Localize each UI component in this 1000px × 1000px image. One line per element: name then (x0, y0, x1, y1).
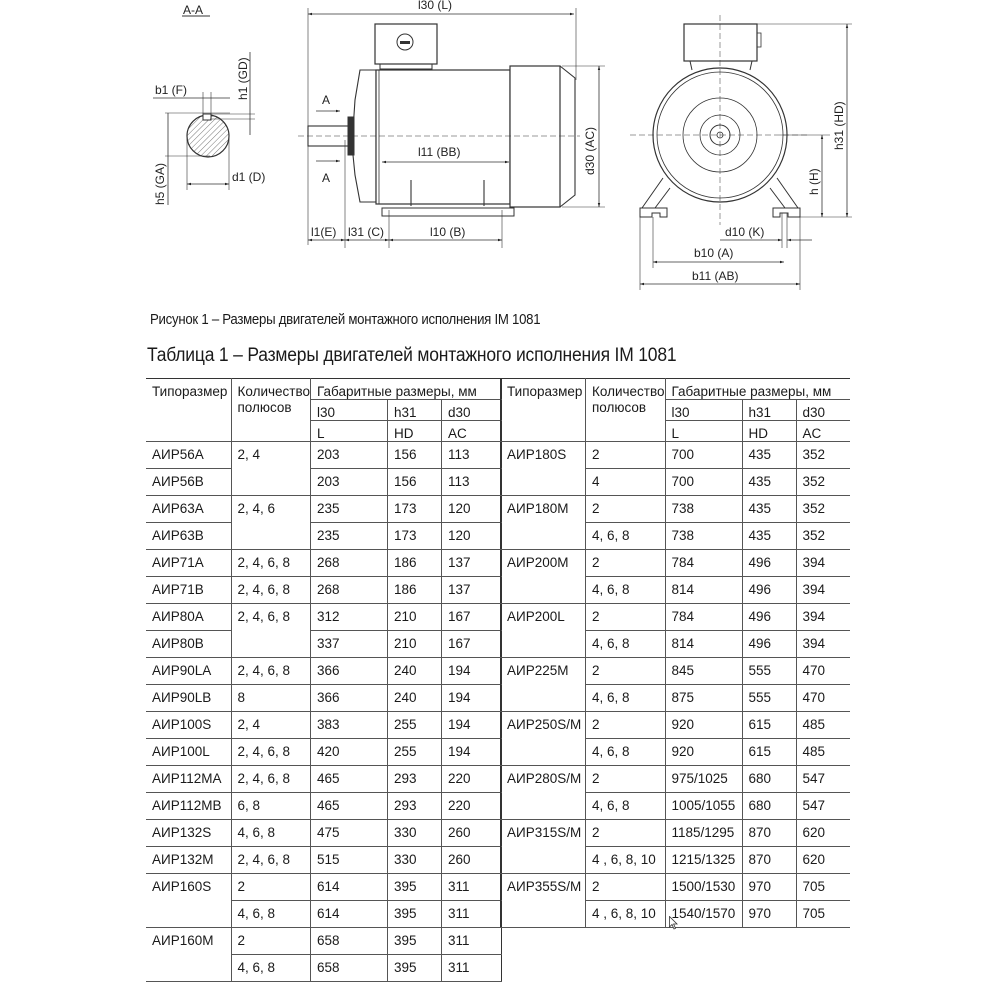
cell-L: 203 (311, 442, 388, 469)
header-h31: h31 (388, 400, 442, 421)
cell-L: 515 (311, 847, 388, 874)
cell-L: 845 (665, 658, 742, 685)
cell-AC: 113 (442, 442, 502, 469)
cell-poles: 2, 4, 6, 8 (231, 847, 311, 874)
cell-poles: 2 (586, 658, 666, 685)
cell-type: АИР200L (501, 604, 586, 658)
cell-L: 920 (665, 739, 742, 766)
cell-AC: 137 (442, 550, 502, 577)
front-view (630, 15, 852, 290)
cell-HD: 173 (388, 496, 442, 523)
cell-poles: 4, 6, 8 (586, 739, 666, 766)
cell-L: 1005/1055 (665, 793, 742, 820)
cell-L: 465 (311, 766, 388, 793)
cell-AC: 485 (796, 739, 850, 766)
cell-HD: 496 (742, 604, 796, 631)
cell-HD: 615 (742, 712, 796, 739)
cell-poles: 4, 6, 8 (231, 955, 311, 982)
cell-poles: 2, 4, 6, 8 (231, 604, 311, 658)
cell-poles: 4, 6, 8 (586, 577, 666, 604)
cell-HD: 395 (388, 874, 442, 901)
cell-HD: 680 (742, 793, 796, 820)
cell-type: АИР132S (146, 820, 231, 847)
cell-HD: 210 (388, 631, 442, 658)
cell-poles: 2 (586, 496, 666, 523)
svg-text:l11 (BB): l11 (BB) (418, 145, 461, 159)
table-row (501, 604, 851, 631)
table-row (146, 442, 502, 469)
cell-poles: 2, 4, 6, 8 (231, 658, 311, 685)
cell-type: АИР355S/M (501, 874, 586, 928)
cell-HD: 395 (388, 901, 442, 928)
svg-text:d1 (D): d1 (D) (232, 170, 266, 184)
cell-L: 1500/1530 (665, 874, 742, 901)
table-row (501, 712, 851, 739)
table-row (146, 712, 502, 739)
cell-AC: 352 (796, 496, 850, 523)
cell-HD: 293 (388, 766, 442, 793)
cell-HD: 395 (388, 955, 442, 982)
cell-AC: 485 (796, 712, 850, 739)
header-l30: l30 (665, 400, 742, 421)
cell-poles: 2 (231, 874, 311, 901)
header-AC: AC (442, 421, 502, 442)
cell-HD: 173 (388, 523, 442, 550)
table-row (146, 658, 502, 685)
cell-AC: 260 (442, 847, 502, 874)
cell-poles: 2, 4, 6, 8 (231, 550, 311, 577)
section-view-a-a (153, 3, 265, 205)
cell-AC: 137 (442, 577, 502, 604)
cell-type: АИР56А (146, 442, 231, 469)
table-row (146, 577, 502, 604)
svg-text:l30 (L): l30 (L) (418, 0, 453, 12)
cell-poles: 2, 4 (231, 442, 311, 496)
cell-type: АИР280S/M (501, 766, 586, 820)
cell-AC: 113 (442, 469, 502, 496)
table-row (501, 820, 851, 847)
cell-AC: 705 (796, 901, 850, 928)
header-AC: AC (796, 421, 850, 442)
cell-AC: 352 (796, 469, 850, 496)
cell-type: АИР250S/M (501, 712, 586, 766)
cell-poles: 4, 6, 8 (231, 901, 311, 928)
svg-text:l1(E): l1(E) (311, 225, 337, 239)
technical-drawing (0, 0, 1000, 300)
cell-AC: 470 (796, 685, 850, 712)
cell-HD: 435 (742, 523, 796, 550)
cell-AC: 220 (442, 793, 502, 820)
cell-type: АИР90LB (146, 685, 231, 712)
cell-L: 268 (311, 550, 388, 577)
cell-L: 268 (311, 577, 388, 604)
figure-caption: Рисунок 1 – Размеры двигателей монтажного исполнения IM 1081 (150, 311, 541, 328)
cell-type: АИР315S/M (501, 820, 586, 874)
cell-HD: 186 (388, 550, 442, 577)
side-view (298, 0, 605, 248)
table-row (501, 874, 851, 901)
cell-type: АИР56В (146, 469, 231, 496)
cell-L: 366 (311, 685, 388, 712)
header-d30: d30 (796, 400, 850, 421)
svg-text:A: A (322, 93, 331, 107)
cell-poles: 6, 8 (231, 793, 311, 820)
cell-L: 975/1025 (665, 766, 742, 793)
cell-HD: 435 (742, 469, 796, 496)
cell-type: АИР112МВ (146, 793, 231, 820)
cell-L: 465 (311, 793, 388, 820)
cell-L: 738 (665, 496, 742, 523)
cell-poles: 2 (586, 712, 666, 739)
cell-poles: 4 , 6, 8, 10 (586, 901, 666, 928)
cell-poles: 2, 4, 6, 8 (231, 766, 311, 793)
header-HD: HD (388, 421, 442, 442)
cell-HD: 156 (388, 469, 442, 496)
table-row (146, 685, 502, 712)
cell-L: 366 (311, 658, 388, 685)
cell-AC: 194 (442, 685, 502, 712)
cell-L: 700 (665, 469, 742, 496)
cell-AC: 220 (442, 766, 502, 793)
svg-text:l10 (B): l10 (B) (430, 225, 466, 239)
header-poles: Количество полюсов (231, 379, 311, 442)
table-row (146, 469, 502, 496)
table-row (146, 820, 502, 847)
table-row (501, 550, 851, 577)
cell-HD: 496 (742, 550, 796, 577)
cell-L: 814 (665, 631, 742, 658)
cell-L: 614 (311, 874, 388, 901)
header-dims: Габаритные размеры, мм (311, 379, 502, 400)
cell-type: АИР160S (146, 874, 231, 928)
cell-HD: 395 (388, 928, 442, 955)
cell-L: 337 (311, 631, 388, 658)
cell-L: 784 (665, 550, 742, 577)
cell-AC: 311 (442, 901, 502, 928)
svg-text:h5 (GA): h5 (GA) (153, 162, 167, 205)
cell-HD: 555 (742, 685, 796, 712)
cell-type: АИР80В (146, 631, 231, 658)
cell-poles: 2 (586, 604, 666, 631)
cell-type: АИР160М (146, 928, 231, 982)
cell-AC: 352 (796, 442, 850, 469)
mouse-cursor-icon (669, 916, 679, 930)
header-d30: d30 (442, 400, 502, 421)
cell-poles: 2 (586, 442, 666, 469)
header-dims: Габаритные размеры, мм (665, 379, 850, 400)
cell-type: АИР200М (501, 550, 586, 604)
cell-poles: 2 (586, 820, 666, 847)
cell-poles: 2 (586, 766, 666, 793)
cell-type: АИР132М (146, 847, 231, 874)
cell-poles: 2 (586, 874, 666, 901)
table-row (501, 658, 851, 685)
header-type: Типоразмер (146, 379, 231, 442)
cell-L: 1185/1295 (665, 820, 742, 847)
svg-text:l31 (C): l31 (C) (348, 225, 385, 239)
cell-poles: 2, 4 (231, 712, 311, 739)
cell-L: 700 (665, 442, 742, 469)
cell-AC: 120 (442, 496, 502, 523)
cell-AC: 394 (796, 550, 850, 577)
table-row (146, 631, 502, 658)
svg-text:d10 (K): d10 (K) (725, 225, 765, 239)
cell-AC: 194 (442, 658, 502, 685)
cell-poles: 2 (586, 550, 666, 577)
table-row (501, 442, 851, 469)
table-row (146, 739, 502, 766)
svg-text:d30 (AC): d30 (AC) (583, 126, 597, 175)
cell-L: 475 (311, 820, 388, 847)
cell-AC: 120 (442, 523, 502, 550)
cell-type: АИР100L (146, 739, 231, 766)
cell-L: 203 (311, 469, 388, 496)
svg-text:h1 (GD): h1 (GD) (236, 57, 250, 100)
cell-L: 614 (311, 901, 388, 928)
dimensions-table-left (146, 378, 502, 982)
cell-poles: 2, 4, 6, 8 (231, 577, 311, 604)
cell-HD: 496 (742, 631, 796, 658)
cell-AC: 470 (796, 658, 850, 685)
section-label: A-A (183, 3, 204, 17)
cell-HD: 435 (742, 442, 796, 469)
cell-type: АИР63А (146, 496, 231, 523)
cell-poles: 2, 4, 6, 8 (231, 739, 311, 766)
cell-L: 420 (311, 739, 388, 766)
cell-HD: 496 (742, 577, 796, 604)
cell-L: 383 (311, 712, 388, 739)
cell-poles: 8 (231, 685, 311, 712)
header-l30: l30 (311, 400, 388, 421)
svg-text:b1 (F): b1 (F) (155, 83, 188, 97)
cell-HD: 970 (742, 874, 796, 901)
cell-type: АИР180S (501, 442, 586, 496)
cell-AC: 620 (796, 847, 850, 874)
cell-L: 658 (311, 928, 388, 955)
cell-poles: 4 (586, 469, 666, 496)
cell-type: АИР100S (146, 712, 231, 739)
cell-HD: 970 (742, 901, 796, 928)
cell-AC: 352 (796, 523, 850, 550)
svg-text:h (H): h (H) (807, 168, 821, 195)
cell-AC: 194 (442, 739, 502, 766)
cell-HD: 210 (388, 604, 442, 631)
cell-AC: 260 (442, 820, 502, 847)
cell-HD: 240 (388, 685, 442, 712)
cell-type: АИР63В (146, 523, 231, 550)
header-L: L (665, 421, 742, 442)
cell-L: 784 (665, 604, 742, 631)
cell-HD: 255 (388, 712, 442, 739)
cell-HD: 330 (388, 847, 442, 874)
cell-HD: 615 (742, 739, 796, 766)
table-row (501, 766, 851, 793)
cell-type: АИР180М (501, 496, 586, 550)
cell-HD: 680 (742, 766, 796, 793)
table-row (146, 793, 502, 820)
table-row (146, 766, 502, 793)
cell-AC: 705 (796, 874, 850, 901)
cell-HD: 240 (388, 658, 442, 685)
cell-HD: 870 (742, 847, 796, 874)
cell-type: АИР112МА (146, 766, 231, 793)
table-row (146, 928, 502, 955)
cell-type: АИР71В (146, 577, 231, 604)
header-L: L (311, 421, 388, 442)
cell-AC: 394 (796, 577, 850, 604)
cell-poles: 2, 4, 6 (231, 496, 311, 550)
cell-type: АИР90LA (146, 658, 231, 685)
table-row (146, 496, 502, 523)
svg-text:h31 (HD): h31 (HD) (832, 101, 846, 150)
table-row (146, 550, 502, 577)
cell-L: 658 (311, 955, 388, 982)
table-row (146, 874, 502, 901)
cell-L: 738 (665, 523, 742, 550)
cell-HD: 293 (388, 793, 442, 820)
header-poles: Количество полюсов (586, 379, 666, 442)
cell-type: АИР80А (146, 604, 231, 631)
cell-poles: 4, 6, 8 (586, 793, 666, 820)
cell-poles: 4, 6, 8 (231, 820, 311, 847)
cell-AC: 194 (442, 712, 502, 739)
dimensions-table-right (500, 378, 850, 928)
header-HD: HD (742, 421, 796, 442)
cell-AC: 547 (796, 793, 850, 820)
cell-HD: 255 (388, 739, 442, 766)
cell-AC: 311 (442, 928, 502, 955)
cell-L: 920 (665, 712, 742, 739)
cell-L: 875 (665, 685, 742, 712)
cell-AC: 311 (442, 955, 502, 982)
cell-HD: 156 (388, 442, 442, 469)
cell-poles: 4, 6, 8 (586, 523, 666, 550)
cell-HD: 330 (388, 820, 442, 847)
cell-poles: 2 (231, 928, 311, 955)
header-h31: h31 (742, 400, 796, 421)
cell-poles: 4 , 6, 8, 10 (586, 847, 666, 874)
cell-AC: 167 (442, 604, 502, 631)
cell-AC: 167 (442, 631, 502, 658)
header-type: Типоразмер (501, 379, 586, 442)
cell-L: 1540/1570 (665, 901, 742, 928)
cell-AC: 394 (796, 604, 850, 631)
cell-type: АИР71А (146, 550, 231, 577)
cell-HD: 435 (742, 496, 796, 523)
cell-AC: 394 (796, 631, 850, 658)
cell-L: 312 (311, 604, 388, 631)
cell-L: 1215/1325 (665, 847, 742, 874)
cell-HD: 186 (388, 577, 442, 604)
cell-L: 814 (665, 577, 742, 604)
cell-type: АИР225М (501, 658, 586, 712)
cell-HD: 555 (742, 658, 796, 685)
cell-HD: 870 (742, 820, 796, 847)
svg-text:A: A (322, 171, 331, 185)
table-row (146, 523, 502, 550)
table-caption: Таблица 1 – Размеры двигателей монтажного исполнения IM 1081 (147, 345, 677, 366)
cell-L: 235 (311, 523, 388, 550)
cell-AC: 547 (796, 766, 850, 793)
table-row (146, 847, 502, 874)
svg-text:b10 (A): b10 (A) (694, 246, 734, 260)
table-row (146, 604, 502, 631)
cell-L: 235 (311, 496, 388, 523)
cell-AC: 311 (442, 874, 502, 901)
svg-text:b11 (AB): b11 (AB) (692, 269, 739, 283)
cell-poles: 4, 6, 8 (586, 685, 666, 712)
cell-AC: 620 (796, 820, 850, 847)
table-row (501, 496, 851, 523)
cell-poles: 4, 6, 8 (586, 631, 666, 658)
